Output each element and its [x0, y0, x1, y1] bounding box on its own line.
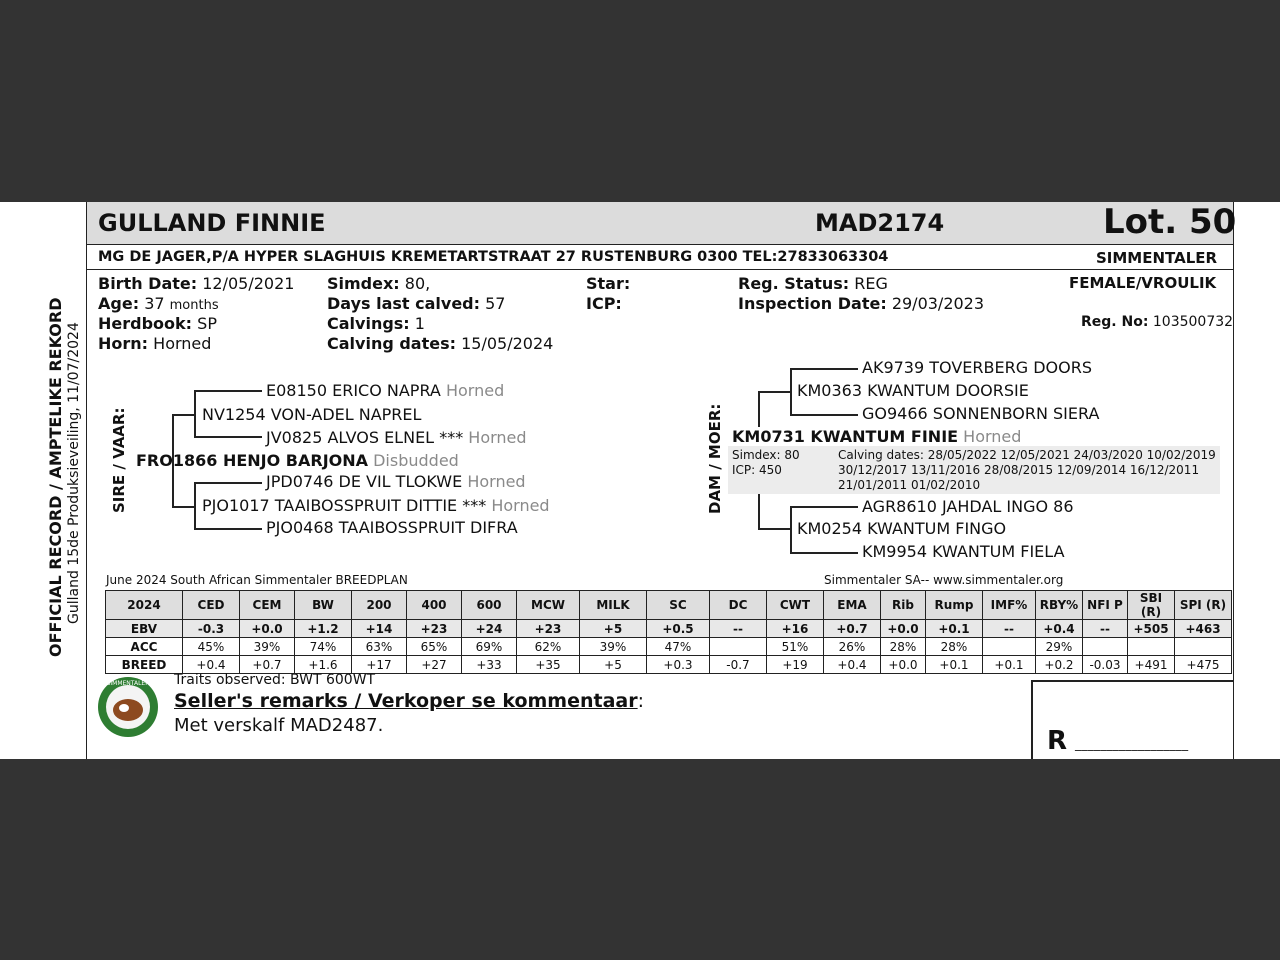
sire-dam: PJO1017 TAAIBOSSPRUIT DITTIE *** Horned — [202, 496, 550, 515]
table-row-ebv — [106, 620, 1232, 638]
price-entry-line[interactable]: __________________ — [1075, 737, 1189, 751]
table-cell: MILK — [580, 591, 647, 620]
table-cell: -0.03 — [1083, 656, 1128, 674]
table-cell: 39% — [240, 638, 295, 656]
table-cell: +23 — [407, 620, 462, 638]
table-cell: +0.5 — [647, 620, 710, 638]
table-row-acc — [106, 638, 1232, 656]
table-cell: -0.7 — [710, 656, 767, 674]
sex: FEMALE/VROULIK — [1069, 274, 1217, 292]
dam-dam-sire: AGR8610 JAHDAL INGO 86 — [862, 497, 1074, 516]
table-cell: +19 — [767, 656, 824, 674]
sire-sire-dam: JV0825 ALVOS ELNEL *** Horned — [266, 428, 527, 447]
dam-simdex: Simdex: 80 — [732, 448, 800, 462]
table-cell: +0.1 — [983, 656, 1036, 674]
table-cell: CED — [183, 591, 240, 620]
table-cell: 26% — [824, 638, 881, 656]
icp-label: ICP: — [586, 294, 622, 313]
dam-calving-dates-3: 21/01/2011 01/02/2010 — [838, 478, 981, 492]
dam-icp: ICP: 450 — [732, 463, 782, 477]
table-cell: +0.3 — [647, 656, 710, 674]
table-cell: +0.7 — [240, 656, 295, 674]
table-cell: 51% — [767, 638, 824, 656]
table-cell: 69% — [462, 638, 517, 656]
inspection-date: Inspection Date: 29/03/2023 — [738, 294, 985, 313]
animal-id: MAD2174 — [815, 209, 945, 237]
table-cell: -- — [710, 620, 767, 638]
table-cell: +27 — [407, 656, 462, 674]
lot-number: Lot. 50 — [1103, 202, 1237, 242]
table-cell: SC — [647, 591, 710, 620]
table-cell: 200 — [352, 591, 407, 620]
table-cell: +33 — [462, 656, 517, 674]
dam-name: KM0731 KWANTUM FINIE Horned — [732, 427, 1022, 446]
table-cell — [983, 638, 1036, 656]
dam-calving-dates-2: 30/12/2017 13/11/2016 28/08/2015 12/09/2014 16/12/2011 — [838, 463, 1200, 477]
table-cell: 74% — [295, 638, 352, 656]
official-record-label: OFFICIAL RECORD / AMPTELIKE REKORD — [46, 297, 65, 657]
table-cell: ACC — [106, 638, 183, 656]
table-cell: +0.2 — [1036, 656, 1083, 674]
table-cell: +0.4 — [824, 656, 881, 674]
simmentaler-logo — [97, 676, 159, 738]
table-cell: +475 — [1175, 656, 1232, 674]
reg-number: Reg. No: 103500732 — [1081, 314, 1234, 330]
owner-line: MG DE JAGER,P/A HYPER SLAGHUIS KREMETARTSTRAAT 27 RUSTENBURG 0300 TEL:27833063304 — [98, 249, 889, 265]
table-cell: -- — [1083, 620, 1128, 638]
table-cell: IMF% — [983, 591, 1036, 620]
table-cell: 400 — [407, 591, 462, 620]
sire-sire-sire: E08150 ERICO NAPRA Horned — [266, 381, 505, 400]
table-cell: +1.2 — [295, 620, 352, 638]
birth-date: Birth Date: 12/05/2021 — [98, 274, 295, 293]
sire-sire: NV1254 VON-ADEL NAPREL — [202, 405, 422, 424]
table-cell: +463 — [1175, 620, 1232, 638]
table-cell: +5 — [580, 620, 647, 638]
table-cell: +0.1 — [926, 656, 983, 674]
horn-status: Horn: Horned — [98, 334, 212, 353]
table-cell: +5 — [580, 656, 647, 674]
table-cell: +35 — [517, 656, 580, 674]
breed-name: SIMMENTALER — [1096, 249, 1218, 267]
dam-label: DAM / MOER: — [706, 403, 724, 514]
animal-name: GULLAND FINNIE — [98, 209, 326, 237]
simdex: Simdex: 80, — [327, 274, 431, 293]
table-cell: EMA — [824, 591, 881, 620]
table-cell: DC — [710, 591, 767, 620]
age: Age: 37 months — [98, 294, 219, 313]
svg-text:SIMMENTALER: SIMMENTALER — [106, 680, 150, 687]
table-cell: +0.7 — [824, 620, 881, 638]
table-cell: 63% — [352, 638, 407, 656]
table-cell: +0.0 — [881, 656, 926, 674]
sale-name-label: Gulland 15de Produksieveiling, 11/07/2024 — [66, 322, 82, 624]
table-cell — [1083, 638, 1128, 656]
table-cell: 47% — [647, 638, 710, 656]
table-cell: +0.1 — [926, 620, 983, 638]
table-cell — [1175, 638, 1232, 656]
table-cell: 65% — [407, 638, 462, 656]
table-cell: +0.0 — [240, 620, 295, 638]
price-label: R — [1047, 726, 1068, 756]
logo-icon — [97, 676, 159, 738]
table-cell: SBI (R) — [1128, 591, 1175, 620]
table-cell: +491 — [1128, 656, 1175, 674]
table-cell: BREED — [106, 656, 183, 674]
sire-name: FRO1866 HENJO BARJONA Disbudded — [136, 451, 459, 470]
table-cell: CEM — [240, 591, 295, 620]
reg-status: Reg. Status: REG — [738, 274, 888, 293]
table-cell: 2024 — [106, 591, 183, 620]
table-cell: 39% — [580, 638, 647, 656]
table-cell: +0.0 — [881, 620, 926, 638]
table-cell: 29% — [1036, 638, 1083, 656]
dam-dam: KM0254 KWANTUM FINGO — [797, 519, 1007, 538]
table-cell: 62% — [517, 638, 580, 656]
days-last-calved: Days last calved: 57 — [327, 294, 506, 313]
table-cell: CWT — [767, 591, 824, 620]
table-cell: SPI (R) — [1175, 591, 1232, 620]
table-cell: RBY% — [1036, 591, 1083, 620]
calvings: Calvings: 1 — [327, 314, 425, 333]
lot-card — [0, 202, 1280, 759]
table-cell: EBV — [106, 620, 183, 638]
table-cell: Rump — [926, 591, 983, 620]
table-cell: NFI P — [1083, 591, 1128, 620]
star-label: Star: — [586, 274, 631, 293]
table-cell: +1.6 — [295, 656, 352, 674]
table-cell: -0.3 — [183, 620, 240, 638]
dam-sire-sire: AK9739 TOVERBERG DOORS — [862, 358, 1092, 377]
remarks-text: Met verskalf MAD2487. — [174, 715, 384, 736]
table-cell: +0.4 — [183, 656, 240, 674]
table-cell: +16 — [767, 620, 824, 638]
herdbook: Herdbook: SP — [98, 314, 217, 333]
dam-dam-dam: KM9954 KWANTUM FIELA — [862, 542, 1065, 561]
table-cell: 45% — [183, 638, 240, 656]
table-cell: +23 — [517, 620, 580, 638]
remarks-heading: Seller's remarks / Verkoper se kommentaar: — [174, 690, 645, 712]
website-caption: Simmentaler SA-- www.simmentaler.org — [824, 573, 1064, 587]
dam-sire: KM0363 KWANTUM DOORSIE — [797, 381, 1029, 400]
table-cell: MCW — [517, 591, 580, 620]
table-cell — [710, 638, 767, 656]
table-cell: 600 — [462, 591, 517, 620]
table-cell: +24 — [462, 620, 517, 638]
table-cell: BW — [295, 591, 352, 620]
table-cell: +14 — [352, 620, 407, 638]
table-cell: 28% — [926, 638, 983, 656]
table-cell: 28% — [881, 638, 926, 656]
table-cell — [1128, 638, 1175, 656]
table-cell: -- — [983, 620, 1036, 638]
traits-observed: Traits observed: BWT 600WT — [174, 672, 376, 688]
table-cell: +505 — [1128, 620, 1175, 638]
table-cell: +17 — [352, 656, 407, 674]
sire-label: SIRE / VAAR: — [110, 407, 128, 513]
table-header-row — [106, 591, 1232, 620]
ebv-table — [105, 590, 1232, 674]
table-row-breed — [106, 656, 1232, 674]
dam-sire-dam: GO9466 SONNENBORN SIERA — [862, 404, 1100, 423]
calving-dates: Calving dates: 15/05/2024 — [327, 334, 554, 353]
sire-dam-dam: PJO0468 TAAIBOSSPRUIT DIFRA — [266, 518, 518, 537]
table-cell: +0.4 — [1036, 620, 1083, 638]
breedplan-caption: June 2024 South African Simmentaler BREEDPLAN — [106, 573, 408, 587]
table-cell: Rib — [881, 591, 926, 620]
dam-calving-dates-1: Calving dates: 28/05/2022 12/05/2021 24/03/2020 10/02/2019 — [838, 448, 1216, 462]
sire-dam-sire: JPD0746 DE VIL TLOKWE Horned — [266, 472, 526, 491]
